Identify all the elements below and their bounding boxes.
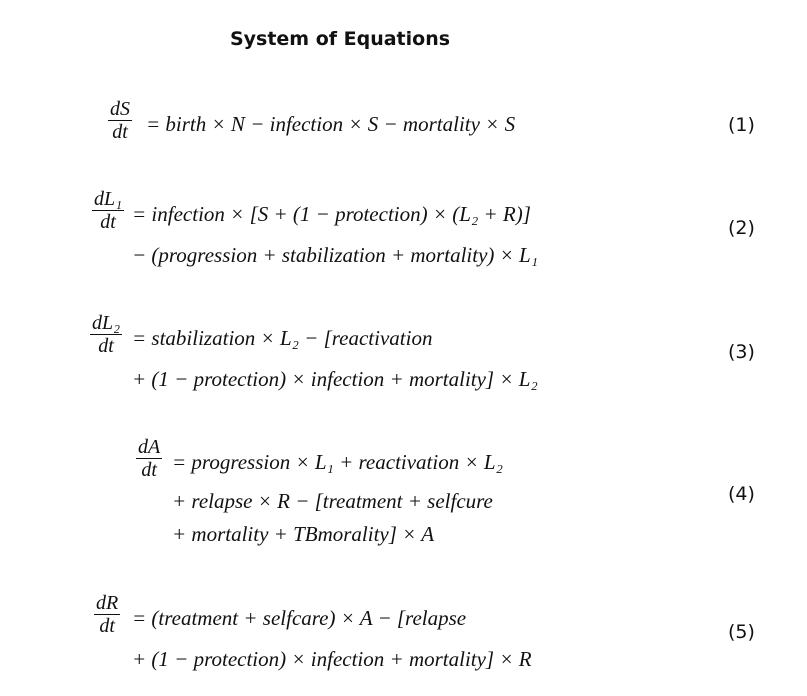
equation-2-numerator: dL₁: [94, 188, 123, 210]
equation-3-denominator: dt: [98, 335, 114, 357]
equation-5-numerator: dR: [96, 592, 119, 614]
equation-4-line-2: + relapse × R − [treatment + selfcure: [172, 489, 493, 513]
equation-1-denominator: dt: [112, 121, 128, 143]
equation-5-denominator: dt: [99, 615, 115, 637]
equation-2-line-1: = infection × [S + (1 − protection) × (L₂ + R)]: [132, 202, 531, 226]
equation-3-numerator: dL₂: [92, 312, 121, 334]
equation-4-numerator: dA: [138, 436, 161, 458]
equation-4-line-1: = progression × L₁ + reactivation × L₂: [172, 450, 503, 474]
equation-5-line-2: + (1 − protection) × infection + mortality] × R: [132, 647, 532, 671]
equation-2-line-2: − (progression + stabilization + mortality) × L₁: [132, 243, 539, 267]
equation-4-denominator: dt: [141, 459, 157, 481]
equation-1-number: (1): [728, 114, 755, 136]
equation-1-derivative: [108, 98, 132, 143]
equation-4-derivative: [136, 436, 162, 481]
equation-2-denominator: dt: [100, 211, 116, 233]
equation-1-line-1: = birth × N − infection × S − mortality × S: [146, 112, 516, 136]
equation-4-line-3: + mortality + TBmorality] × A: [172, 522, 435, 546]
equation-3-line-1: = stabilization × L₂ − [reactivation: [132, 326, 433, 350]
equation-3-line-2: + (1 − protection) × infection + mortality] × L₂: [132, 367, 538, 391]
equation-5-number: (5): [728, 621, 755, 643]
equation-3-number: (3): [728, 341, 755, 363]
equation-1-numerator: dS: [110, 98, 130, 120]
equation-3-derivative: [90, 312, 122, 357]
page-title: System of Equations: [229, 28, 451, 50]
equation-2-derivative: [92, 188, 124, 233]
equation-4-number: (4): [728, 483, 755, 505]
equation-2-number: (2): [728, 217, 755, 239]
equation-5-line-1: = (treatment + selfcare) × A − [relapse: [132, 606, 467, 630]
equation-5-derivative: [94, 592, 120, 637]
